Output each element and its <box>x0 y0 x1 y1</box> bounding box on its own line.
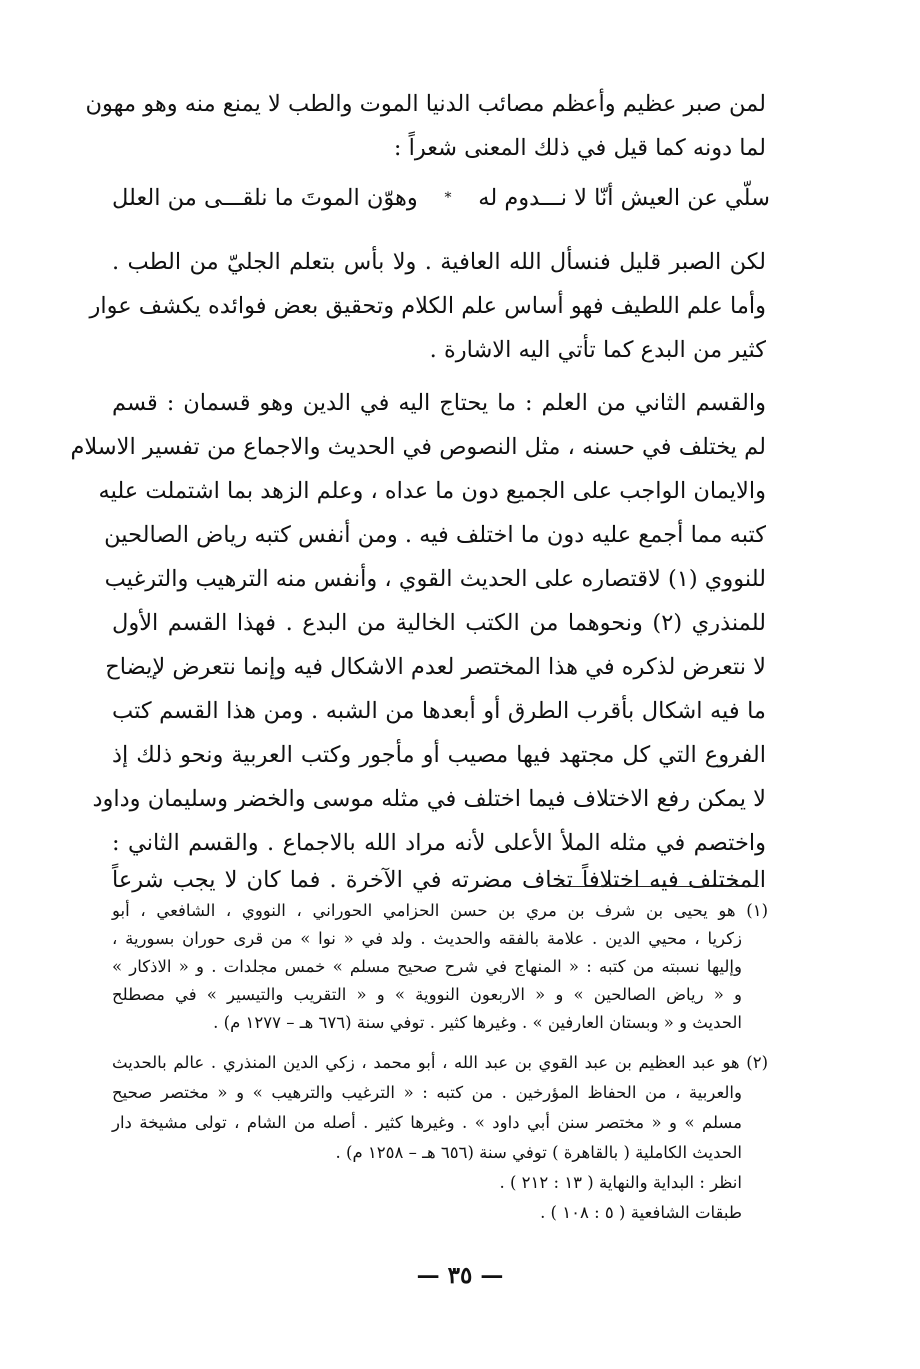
poetry-verse <box>112 180 770 220</box>
verse-first-hemistich: سلّي عن العيش أنّا لا نـــدوم له <box>478 185 770 211</box>
verse-second-hemistich: وهوّن الموتَ ما نلقـــى من العلل <box>112 185 418 211</box>
body-line-1: لمن صبر عظيم وأعظم مصائب الدنيا الموت والطب لا يمنع منه وهو مهون <box>85 91 766 117</box>
footnote-1-line-2: زكريا ، محيي الدين . علامة بالفقه والحديث . ولد في « نوا » من قرى حوران بسورية ، <box>112 929 742 948</box>
paragraph-2-line-3: كثير من البدع كما تأتي اليه الاشارة . <box>429 337 766 363</box>
paragraph-3-line-9: الفروع التي كل مجتهد فيها مصيب أو مأجور وكتب العربية ونحو ذلك إذ <box>112 742 766 768</box>
paragraph-3-line-2: لم يختلف في حسنه ، مثل النصوص في الحديث والاجماع من تفسير الاسلام <box>70 434 766 460</box>
footnote-1-line-4: و « رياض الصالحين » و « الاربعون النووية » و « التقريب والتيسير » في مصطلح <box>112 985 742 1004</box>
paragraph-3-line-11: واختصم في مثله الملأ الأعلى لأنه مراد الله بالاجماع . والقسم الثاني : <box>112 830 766 856</box>
paragraph-3-line-10: لا يمكن رفع الاختلاف فيما اختلف في مثله موسى والخضر وسليمان وداود <box>92 786 766 812</box>
paragraph-2-line-2: وأما علم اللطيف فهو أساس علم الكلام وتحقيق بعض فوائده يكشف عوار <box>89 293 766 319</box>
paragraph-2-line-1: لكن الصبر قليل فنسأل الله العافية . ولا بأس بتعلم الجليّ من الطب . <box>112 249 766 275</box>
paragraph-3-line-3: والايمان الواجب على الجميع دون ما عداه ، وعلم الزهد بما اشتملت عليه <box>98 478 766 504</box>
footnote-1-line-5: الحديث و « وبستان العارفين » . وغيرها كثير . توفي سنة (٦٧٦ هـ – ١٢٧٧ م) . <box>213 1013 742 1032</box>
footnote-2-line-2: والعربية ، من الحفاظ المؤرخين . من كتبه : « الترغيب والترهيب » و « مختصر صحيح <box>112 1083 742 1102</box>
body-line-2: لما دونه كما قيل في ذلك المعنى شعراً : <box>393 135 766 161</box>
paragraph-3-line-6: للمنذري (٢) ونحوهما من الكتب الخالية من البدع . فهذا القسم الأول <box>112 610 766 636</box>
footnote-separator-rule <box>548 886 759 887</box>
footnote-1-line-1: (١) هو يحيى بن شرف بن مري بن حسن الحزامي الحوراني ، النووي ، الشافعي ، أبو <box>112 901 768 920</box>
paragraph-3-line-12: المختلف فيه اختلافاً تخاف مضرته في الآخرة . فما كان لا يجب شرعاً <box>112 867 766 893</box>
paragraph-3-line-1: والقسم الثاني من العلم : ما يحتاج اليه في الدين وهو قسمان : قسم <box>112 390 766 416</box>
verse-separator: * <box>444 190 452 206</box>
paragraph-3-line-8: ما فيه اشكال بأقرب الطرق أو أبعدها من الشبه . ومن هذا القسم كتب <box>112 698 766 724</box>
paragraph-3-line-7: لا نتعرض لذكره في هذا المختصر لعدم الاشكال فيه وإنما نتعرض لإيضاح <box>105 654 766 680</box>
paragraph-3-line-5: للنووي (١) لاقتصاره على الحديث القوي ، وأنفس منه الترهيب والترغيب <box>104 566 766 592</box>
footnote-2-line-1: (٢) هو عبد العظيم بن عبد القوي بن عبد الله ، أبو محمد ، زكي الدين المنذري . عالم بالحديث <box>112 1053 768 1072</box>
footnote-2-line-3: مسلم » و « مختصر سنن أبي داود » . وغيرها كثير . أصله من الشام ، تولى مشيخة دار <box>112 1113 742 1132</box>
page-number: — ٣٥ — <box>416 1262 504 1289</box>
footnote-reference-1: انظر : البداية والنهاية ( ١٣ : ٢١٢ ) . <box>499 1173 742 1192</box>
footnote-2-line-4: الحديث الكاملية ( بالقاهرة ) توفي سنة (٦٥٦ هـ – ١٢٥٨ م) . <box>335 1143 742 1162</box>
footnote-1-line-3: وإليها نسبته من كتبه : « المنهاج في شرح صحيح مسلم » خمس مجلدات . و « الاذكار » <box>112 957 742 976</box>
footnote-reference-2: طبقات الشافعية ( ٥ : ١٠٨ ) . <box>540 1203 742 1222</box>
paragraph-3-line-4: كتبه مما أجمع عليه دون ما اختلف فيه . ومن أنفس كتبه رياض الصالحين <box>104 522 766 548</box>
